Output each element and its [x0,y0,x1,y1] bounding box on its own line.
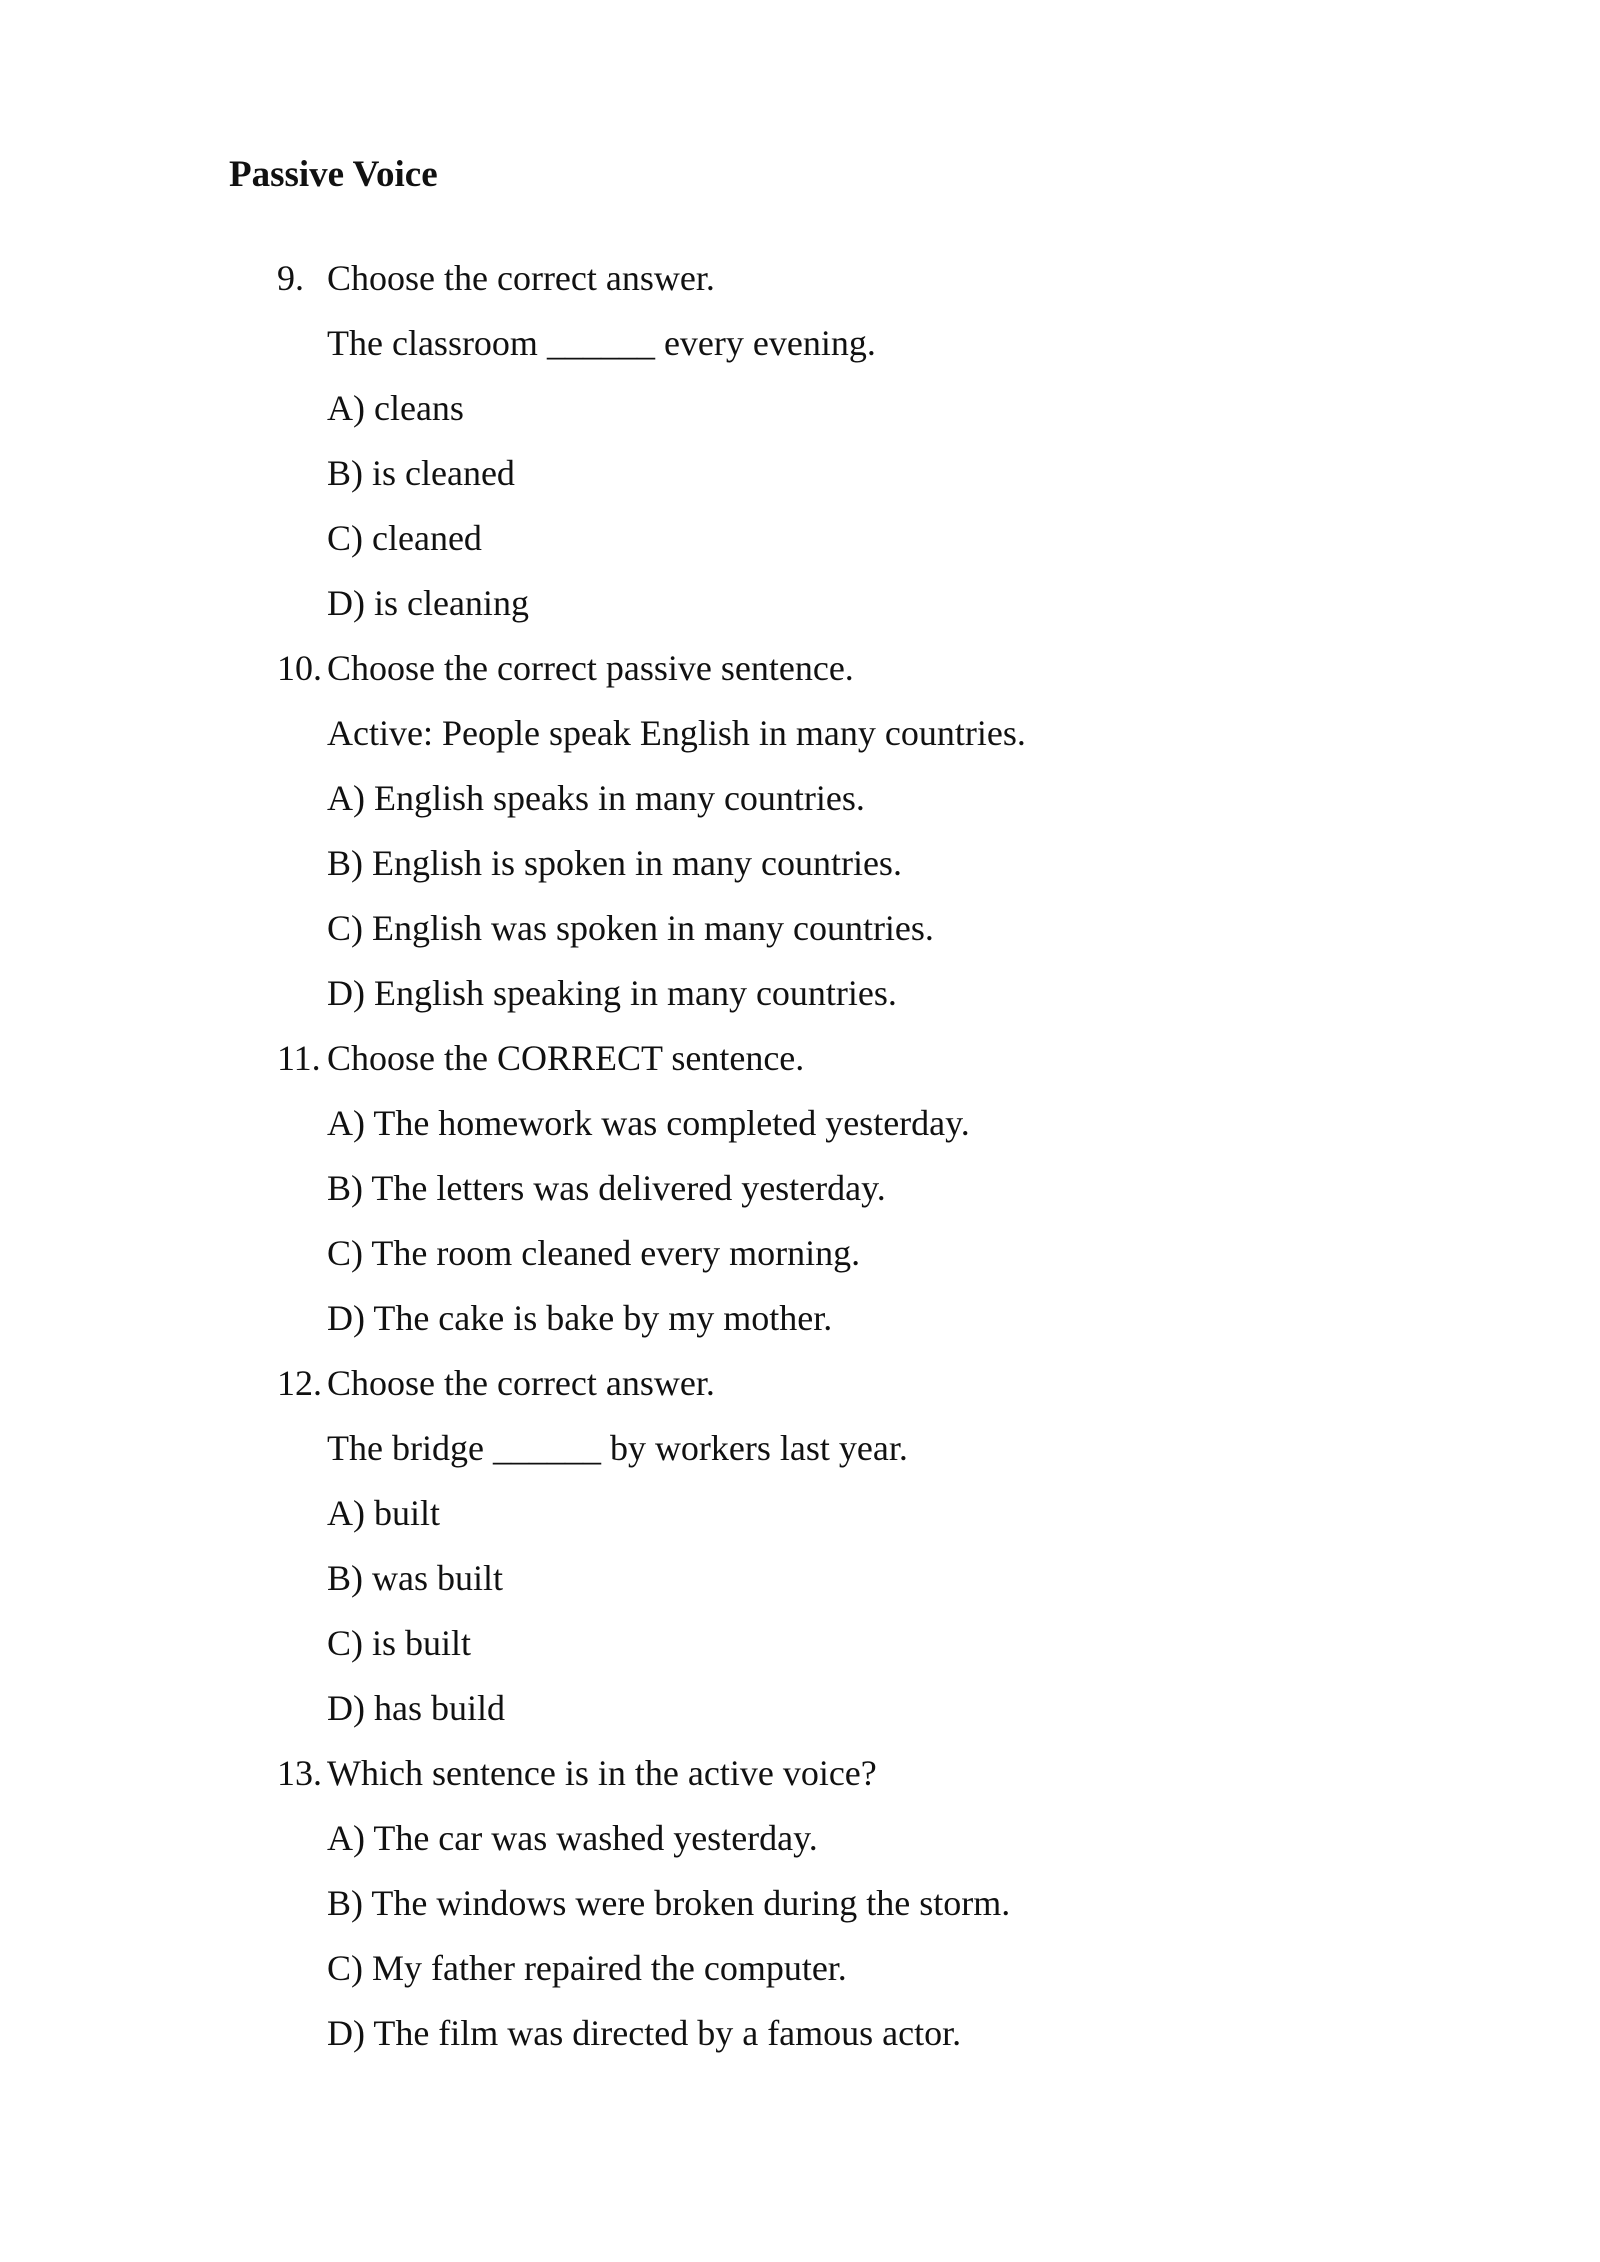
answer-option: A) The car was washed yesterday. [327,1818,818,1858]
question-stem: Active: People speak English in many countries. [327,713,1026,753]
answer-option: B) The windows were broken during the storm. [327,1883,1011,1923]
answer-option: D) The cake is bake by my mother. [327,1298,833,1338]
answer-option: C) My father repaired the computer. [327,1948,847,1988]
question-stem: The bridge ______ by workers last year. [327,1428,908,1468]
answer-option: C) The room cleaned every morning. [327,1233,861,1273]
question-number: 9. [277,258,304,298]
question-stem: The classroom ______ every evening. [327,323,876,363]
answer-option: A) The homework was completed yesterday. [327,1103,970,1143]
answer-option: B) is cleaned [327,453,515,493]
question-prompt: Choose the correct passive sentence. [327,648,854,688]
answer-option: B) was built [327,1558,503,1598]
answer-option: D) has build [327,1688,505,1728]
answer-option: A) English speaks in many countries. [327,778,865,818]
question-number: 13. [277,1753,322,1793]
question-prompt: Choose the correct answer. [327,1363,715,1403]
answer-option: A) built [327,1493,440,1533]
answer-option: D) is cleaning [327,583,529,623]
question-number: 11. [277,1038,321,1078]
answer-option: C) English was spoken in many countries. [327,908,934,948]
answer-option: B) The letters was delivered yesterday. [327,1168,886,1208]
answer-option: D) English speaking in many countries. [327,973,897,1013]
question-number: 12. [277,1363,322,1403]
answer-option: C) cleaned [327,518,482,558]
document-title: Passive Voice [229,154,438,195]
question-number: 10. [277,648,322,688]
answer-option: A) cleans [327,388,464,428]
question-prompt: Which sentence is in the active voice? [327,1753,877,1793]
answer-option: D) The film was directed by a famous actor. [327,2013,962,2053]
question-prompt: Choose the CORRECT sentence. [327,1038,805,1078]
answer-option: C) is built [327,1623,472,1663]
question-prompt: Choose the correct answer. [327,258,715,298]
answer-option: B) English is spoken in many countries. [327,843,902,883]
